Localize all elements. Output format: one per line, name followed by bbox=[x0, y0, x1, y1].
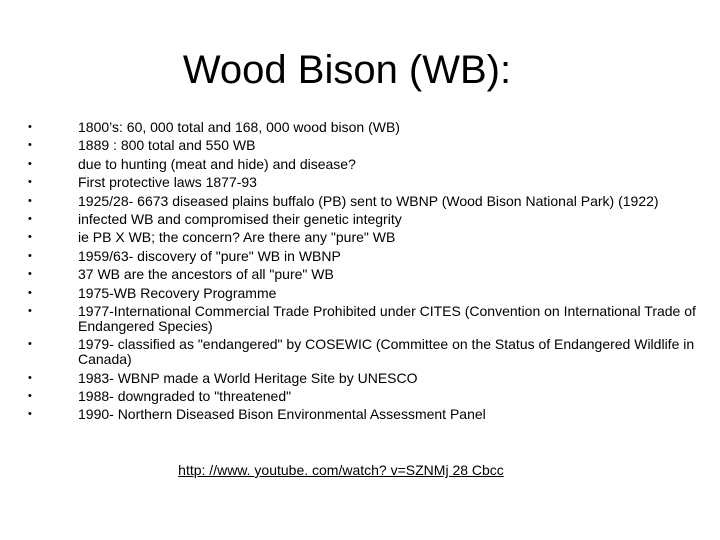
bullet-text: 1979- classified as "endangered" by COSEWIC (Committee on the Status of Endangered Wildlife in Canada) bbox=[78, 336, 695, 368]
bullet-text: 1925/28- 6673 diseased plains buffalo (PB) sent to WBNP (Wood Bison National Park) (1922) bbox=[78, 192, 659, 209]
bullet-text: 1990- Northern Diseased Bison Environmental Assessment Panel bbox=[78, 406, 486, 423]
bullet-item bbox=[20, 407, 700, 422]
bullet-item bbox=[20, 194, 700, 209]
bullet-text: 1959/63- discovery of "pure" WB in WBNP bbox=[78, 247, 341, 264]
bullet-dot-icon: • bbox=[28, 231, 32, 244]
bullet-text: due to hunting (meat and hide) and disease? bbox=[78, 155, 356, 172]
bullet-dot-icon: • bbox=[28, 249, 32, 262]
bullet-item bbox=[20, 230, 700, 245]
bullet-dot-icon: • bbox=[28, 139, 32, 152]
bullet-list bbox=[20, 120, 700, 426]
bullet-dot-icon: • bbox=[28, 212, 32, 225]
bullet-item bbox=[20, 304, 700, 334]
bullet-item bbox=[20, 337, 700, 367]
bullet-dot-icon: • bbox=[28, 268, 32, 281]
slide-title: Wood Bison (WB): bbox=[182, 48, 512, 92]
bullet-text: 1889 : 800 total and 550 WB bbox=[78, 137, 256, 154]
bullet-item bbox=[20, 249, 700, 264]
bullet-dot-icon: • bbox=[28, 121, 32, 133]
bullet-text: First protective laws 1877-93 bbox=[78, 174, 257, 191]
bullet-dot-icon: • bbox=[28, 390, 32, 403]
bullet-item bbox=[20, 138, 700, 153]
bullet-dot-icon: • bbox=[28, 176, 32, 189]
bullet-dot-icon: • bbox=[28, 286, 32, 299]
bullet-item bbox=[20, 371, 700, 386]
bullet-text: 1977-International Commercial Trade Prohibited under CITES (Convention on International Trade of Endangered Species) bbox=[78, 302, 696, 334]
bullet-dot-icon: • bbox=[28, 408, 32, 421]
bullet-text: 1800’s: 60, 000 total and 168, 000 wood bison (WB) bbox=[78, 119, 400, 135]
bullet-text: 1983- WBNP made a World Heritage Site by UNESCO bbox=[78, 369, 418, 386]
bullet-item bbox=[20, 267, 700, 282]
youtube-link[interactable]: http: //www. youtube. com/watch? v=SZNMj 28 Cbcc bbox=[178, 462, 504, 478]
bullet-item bbox=[20, 286, 700, 301]
bullet-text: ie PB X WB; the concern? Are there any "pure" WB bbox=[78, 229, 396, 246]
bullet-text: infected WB and compromised their genetic integrity bbox=[78, 210, 402, 227]
bullet-text: 37 WB are the ancestors of all "pure" WB bbox=[78, 266, 334, 283]
bullet-dot-icon: • bbox=[28, 338, 32, 351]
bullet-item bbox=[20, 175, 700, 190]
bullet-item bbox=[20, 157, 700, 172]
bullet-dot-icon: • bbox=[28, 194, 32, 207]
bullet-text: 1988- downgraded to "threatened" bbox=[78, 388, 292, 405]
bullet-item bbox=[20, 212, 700, 227]
bullet-item bbox=[20, 120, 700, 135]
bullet-dot-icon: • bbox=[28, 304, 32, 317]
bullet-item bbox=[20, 389, 700, 404]
bullet-dot-icon: • bbox=[28, 157, 32, 170]
bullet-dot-icon: • bbox=[28, 371, 32, 384]
bullet-text: 1975-WB Recovery Programme bbox=[78, 284, 277, 301]
